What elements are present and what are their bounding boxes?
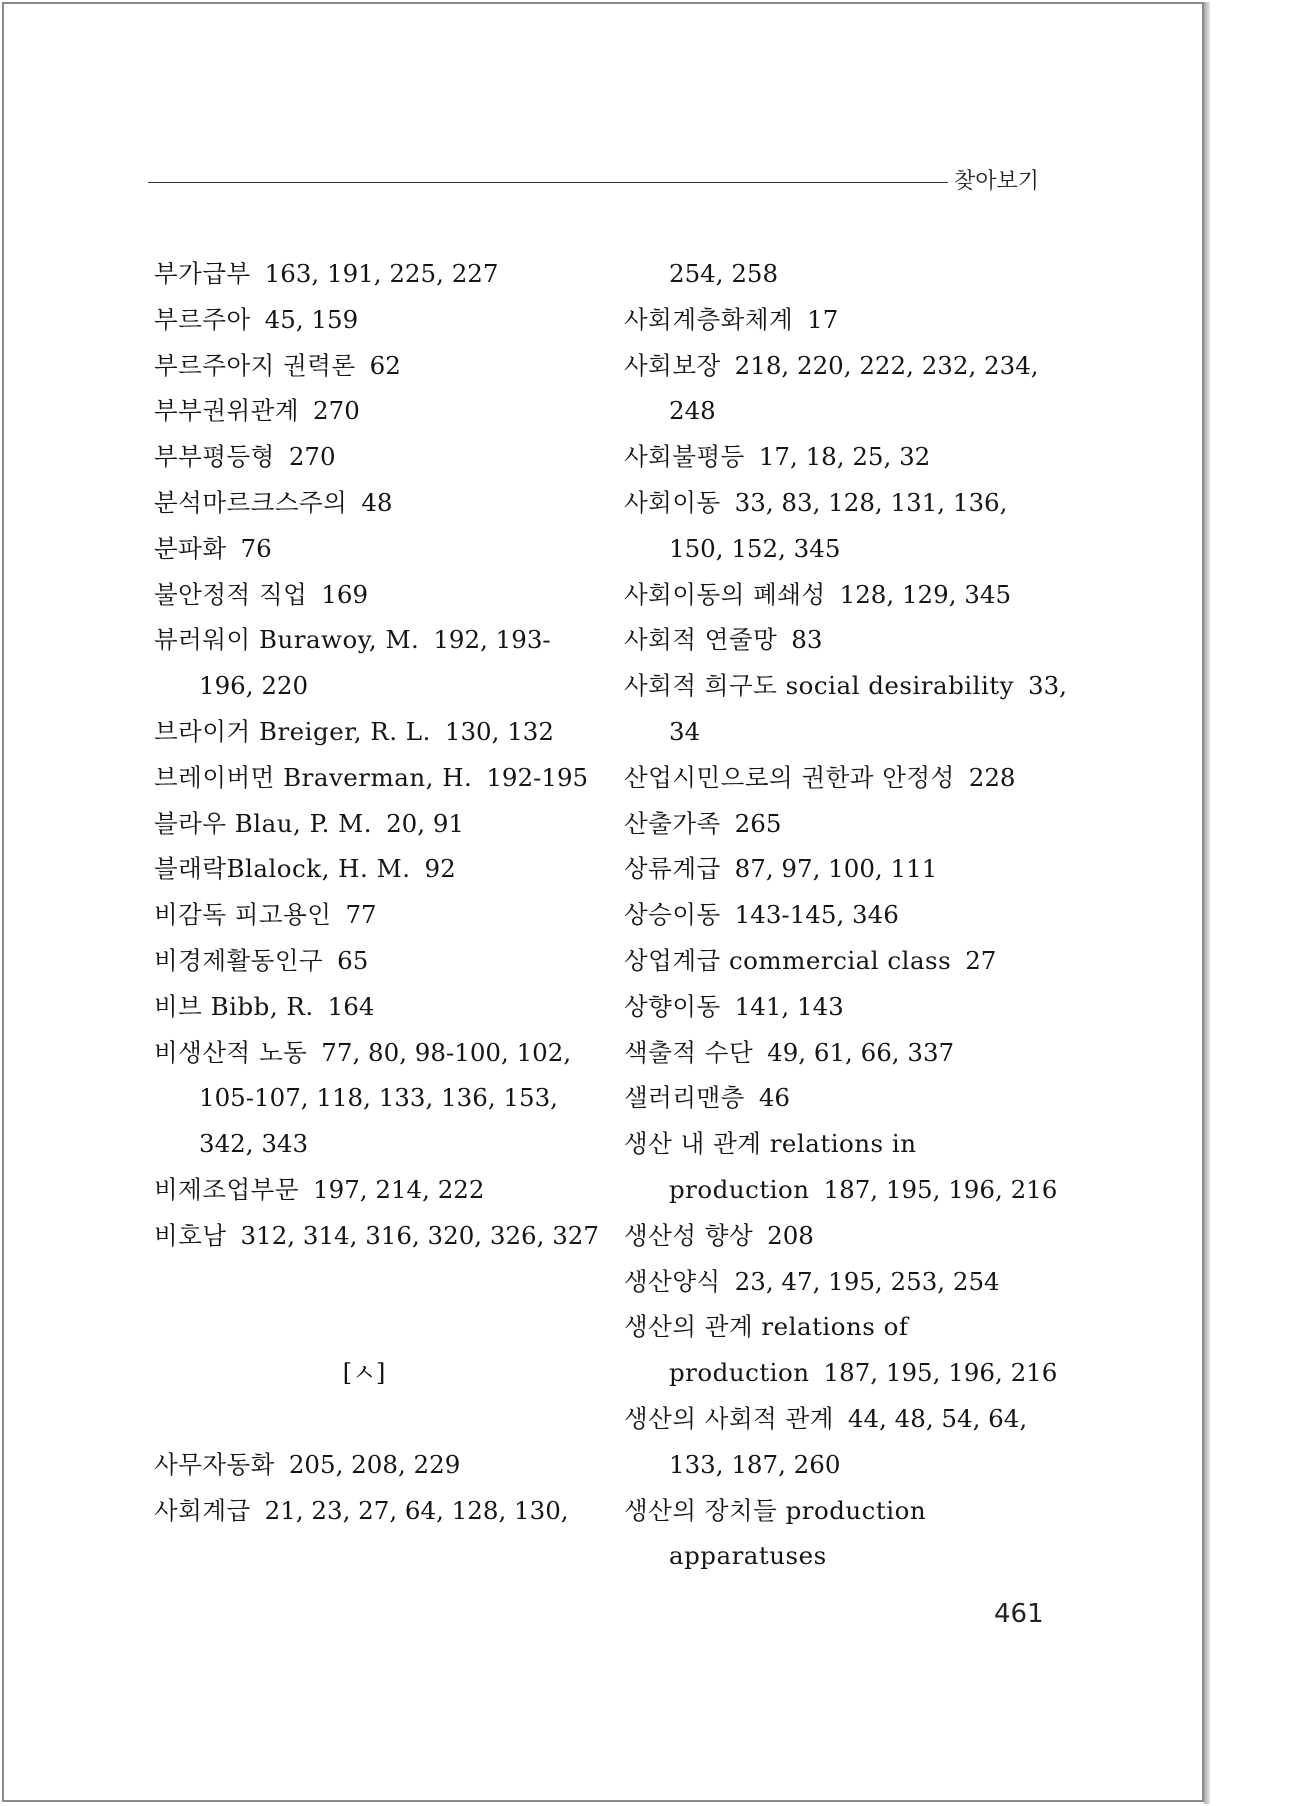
entry-term: 사회적 희구도 social desirability: [624, 671, 1014, 701]
entry-term: 생산의 장치들 production apparatuses: [624, 1495, 927, 1571]
index-entry: [154, 709, 604, 755]
index-entry: [154, 480, 604, 526]
entry-pages: 65: [337, 945, 369, 975]
entry-term: 분파화: [154, 533, 227, 563]
entry-pages: 197, 214, 222: [313, 1174, 485, 1204]
index-entry: [154, 1030, 604, 1167]
page-number: 461: [994, 1599, 1044, 1629]
entry-pages: 45, 159: [264, 304, 359, 334]
index-list-left: [154, 251, 604, 1259]
entry-pages: 23, 47, 195, 253, 254: [734, 1266, 1000, 1296]
entry-pages: 130, 132: [444, 716, 554, 746]
entry-term: 비감독 피고용인: [154, 900, 332, 930]
entry-term: 사회계층화체계: [624, 304, 794, 334]
entry-term: 산업시민으로의 권한과 안정성: [624, 762, 955, 792]
entry-pages: 128, 129, 345: [839, 579, 1012, 609]
blank-line: [154, 1396, 604, 1442]
index-entry: [154, 251, 604, 297]
entry-pages: 17: [807, 304, 839, 334]
entry-pages: 27: [965, 945, 997, 975]
entry-term: 사회이동: [624, 487, 721, 517]
entry-term: 블래락Blalock, H. M.: [154, 854, 411, 884]
entry-pages: 44, 48, 54, 64, 133, 187, 260: [669, 1403, 1028, 1479]
entry-term: 생산의 사회적 관계: [624, 1403, 834, 1433]
entry-term: 비호남: [154, 1220, 227, 1250]
entry-pages: 20, 91: [386, 808, 464, 838]
entry-term: 부르주아지 권력론: [154, 350, 356, 380]
entry-term: 상류계급: [624, 854, 721, 884]
entry-pages: 17, 18, 25, 32: [758, 442, 931, 472]
index-entry: [624, 755, 1069, 801]
index-entry: [154, 846, 604, 892]
index-entry: [154, 1488, 604, 1534]
entry-term: 불안정적 직업: [154, 579, 308, 609]
index-entry: [624, 434, 1069, 480]
index-entry: [624, 1488, 1069, 1580]
index-entry: [154, 892, 604, 938]
index-entry: [154, 1213, 604, 1259]
entry-term: 샐러리맨층: [624, 1083, 745, 1113]
index-column-right: [624, 251, 1069, 1579]
entry-pages: 87, 97, 100, 111: [734, 854, 938, 884]
index-entry: [624, 572, 1069, 618]
entry-pages: 77, 80, 98-100, 102, 105-107, 118, 133, 136, 153, 342, 343: [199, 1037, 572, 1159]
index-entry: [154, 938, 604, 984]
entry-pages: 270: [288, 442, 336, 472]
header-rule: [148, 182, 948, 183]
index-entry: [624, 1121, 1069, 1213]
index-entry: [624, 1304, 1069, 1396]
index-entry: [624, 984, 1069, 1030]
entry-pages: 192, 193-196, 220: [199, 625, 551, 701]
index-entry: [624, 343, 1069, 435]
entry-term: 사회불평등: [624, 442, 745, 472]
blank-line: [154, 1304, 604, 1350]
entry-term: 사회계급: [154, 1495, 251, 1525]
index-entry: [624, 480, 1069, 572]
entry-pages: 76: [240, 533, 272, 563]
index-column-left: [154, 251, 604, 1533]
entry-term: 상업계급 commercial class: [624, 945, 952, 975]
entry-pages: 228: [968, 762, 1016, 792]
entry-term: 부가급부: [154, 259, 251, 288]
index-entry: [624, 251, 1069, 297]
entry-term: 부르주아: [154, 304, 251, 334]
entry-pages: 62: [369, 350, 401, 380]
index-entry: [624, 663, 1069, 755]
index-entry: [154, 801, 604, 847]
entry-pages: 192-195: [486, 762, 589, 792]
section-heading: [ㅅ]: [342, 1358, 386, 1388]
index-entry: [624, 1396, 1069, 1488]
entry-pages: 265: [734, 808, 782, 838]
entry-term: 사회적 연줄망: [624, 625, 778, 655]
entry-pages: 312, 314, 316, 320, 326, 327: [240, 1220, 599, 1250]
index-entry: [624, 1075, 1069, 1121]
index-entry: [624, 1259, 1069, 1305]
entry-pages: 143-145, 346: [734, 900, 899, 930]
entry-pages: 270: [313, 396, 360, 426]
index-entry: [154, 1442, 604, 1488]
entry-pages: 21, 23, 27, 64, 128, 130,: [264, 1495, 569, 1525]
index-entry: [154, 388, 604, 434]
entry-pages: 141, 143: [734, 991, 844, 1021]
index-entry: [624, 297, 1069, 343]
entry-term: 사회보장: [624, 350, 721, 380]
entry-term: 비브 Bibb, R.: [154, 991, 314, 1021]
index-list-left-after: [154, 1442, 604, 1534]
entry-term: 부부평등형: [154, 442, 275, 472]
entry-term: 블라우 Blau, P. M.: [154, 808, 373, 838]
entry-term: 비제조업부문: [154, 1174, 300, 1204]
entry-pages: 254, 258: [669, 259, 779, 288]
entry-pages: 49, 61, 66, 337: [767, 1037, 955, 1067]
entry-pages: 48: [361, 487, 393, 517]
index-entry: [154, 755, 604, 801]
entry-term: 생산양식: [624, 1266, 721, 1296]
entry-pages: 46: [758, 1083, 791, 1113]
blank-line: [154, 1259, 604, 1305]
index-entry: [624, 1213, 1069, 1259]
entry-term: 색출적 수단: [624, 1037, 754, 1067]
index-entry: [154, 572, 604, 618]
entry-pages: 218, 220, 222, 232, 234, 248: [669, 350, 1039, 426]
entry-pages: 169: [321, 579, 369, 609]
entry-term: 분석마르크스주의: [154, 487, 348, 517]
index-entry: [624, 801, 1069, 847]
index-entry: [154, 297, 604, 343]
index-entry: [624, 892, 1069, 938]
entry-pages: 83: [791, 625, 823, 655]
entry-pages: 164: [327, 991, 375, 1021]
index-entry: [154, 1167, 604, 1213]
entry-term: 생산의 관계 relations of production: [624, 1312, 909, 1388]
entry-pages: 187, 195, 196, 216: [823, 1174, 1058, 1204]
entry-term: 생산 내 관계 relations in production: [624, 1129, 917, 1204]
index-entry: [624, 1030, 1069, 1076]
entry-pages: 163, 191, 225, 227: [264, 259, 499, 288]
entry-pages: 92: [424, 854, 456, 884]
index-list-right: [624, 251, 1069, 1579]
index-entry: [154, 526, 604, 572]
entry-term: 산출가족: [624, 808, 721, 838]
entry-pages: 208: [767, 1220, 814, 1250]
entry-pages: 205, 208, 229: [288, 1449, 461, 1479]
running-header: 찾아보기: [954, 169, 1040, 194]
entry-term: 부부권위관계: [154, 396, 300, 426]
entry-term: 사회이동의 폐쇄성: [624, 579, 826, 609]
entry-term: 비경제활동인구: [154, 945, 324, 975]
entry-term: 상향이동: [624, 991, 721, 1021]
index-entry: [154, 984, 604, 1030]
entry-pages: 77: [345, 900, 377, 930]
entry-pages: 33, 34: [669, 671, 1067, 746]
entry-term: 생산성 향상: [624, 1220, 754, 1250]
entry-term: 사무자동화: [154, 1449, 275, 1479]
book-page: [2, 2, 1204, 1802]
entry-term: 뷰러워이 Burawoy, M.: [154, 625, 420, 655]
entry-pages: 187, 195, 196, 216: [823, 1358, 1058, 1388]
index-entry: [624, 846, 1069, 892]
entry-term: 상승이동: [624, 900, 721, 930]
index-entry: [624, 938, 1069, 984]
entry-term: 브라이거 Breiger, R. L.: [154, 716, 431, 746]
entry-pages: 33, 83, 128, 131, 136, 150, 152, 345: [669, 487, 1008, 563]
entry-term: 비생산적 노동: [154, 1037, 308, 1067]
page-edge-shadow: [1204, 2, 1210, 1804]
index-entry: [154, 434, 604, 480]
index-entry: [154, 343, 604, 389]
entry-term: 브레이버먼 Braverman, H.: [154, 762, 473, 792]
index-entry: [154, 617, 604, 709]
index-entry: [624, 617, 1069, 663]
